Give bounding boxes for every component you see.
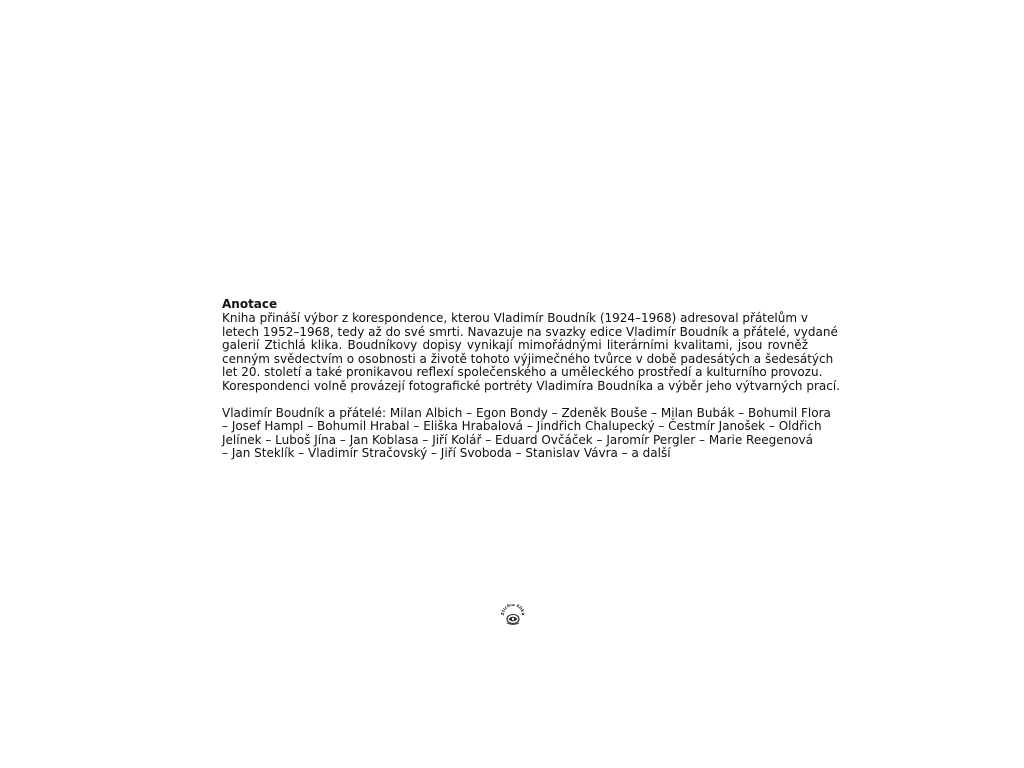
friends-paragraph: [222, 405, 831, 461]
friends-line: Jelínek – Luboš Jína – Jan Koblasa – Jiří Kolář – Eduard Ovčáček – Jaromír Pergler – Marie Reegenová: [222, 432, 813, 447]
annotation-line: galerií Ztichlá klika. Boudníkovy dopisy vynikají mimořádnými literárními kvalitami, jsou rovněž: [222, 338, 808, 352]
paragraph-gap: [222, 393, 808, 407]
annotation-heading: Anotace: [222, 297, 278, 311]
friends-line: – Jan Steklík – Vladimír Stračovský – Jiří Svoboda – Stanislav Vávra – a další: [222, 446, 671, 460]
annotation-line: Korespondenci volně provázejí fotografické portréty Vladimíra Boudníka a výběr jeho výtvarných prací.: [222, 378, 840, 393]
annotation-line: let 20. století a také pronikavou reflexí společenského a uměleckého prostředí a kulturního provozu.: [222, 365, 823, 379]
annotation-line: cenným svědectvím o osobnosti a životě tohoto výjimečného tvůrce v době padesátých a šedesátých: [222, 351, 834, 366]
annotation-line: letech 1952–1968, tedy až do své smrti. Navazuje na svazky edice Vladimír Boudník a přátelé, vydané: [222, 324, 838, 339]
friends-line: Vladimír Boudník a přátelé: Milan Albich – Egon Bondy – Zdeněk Bouše – Milan Bubák – Bohumil Flora: [222, 405, 831, 420]
annotation-paragraph: [222, 311, 840, 393]
friends-line: – Josef Hampl – Bohumil Hrabal – Eliška Hrabalová – Jindřich Chalupecký – Čestmír Janošek – Oldřich: [222, 419, 822, 433]
publisher-logo-text: Ztichlá klika: [499, 604, 527, 616]
publisher-seal-icon: [499, 604, 527, 626]
annotation-block: [222, 297, 840, 461]
annotation-line: Kniha přináší výbor z korespondence, kterou Vladimír Boudník (1924–1968) adresoval přátelům v: [222, 311, 808, 325]
